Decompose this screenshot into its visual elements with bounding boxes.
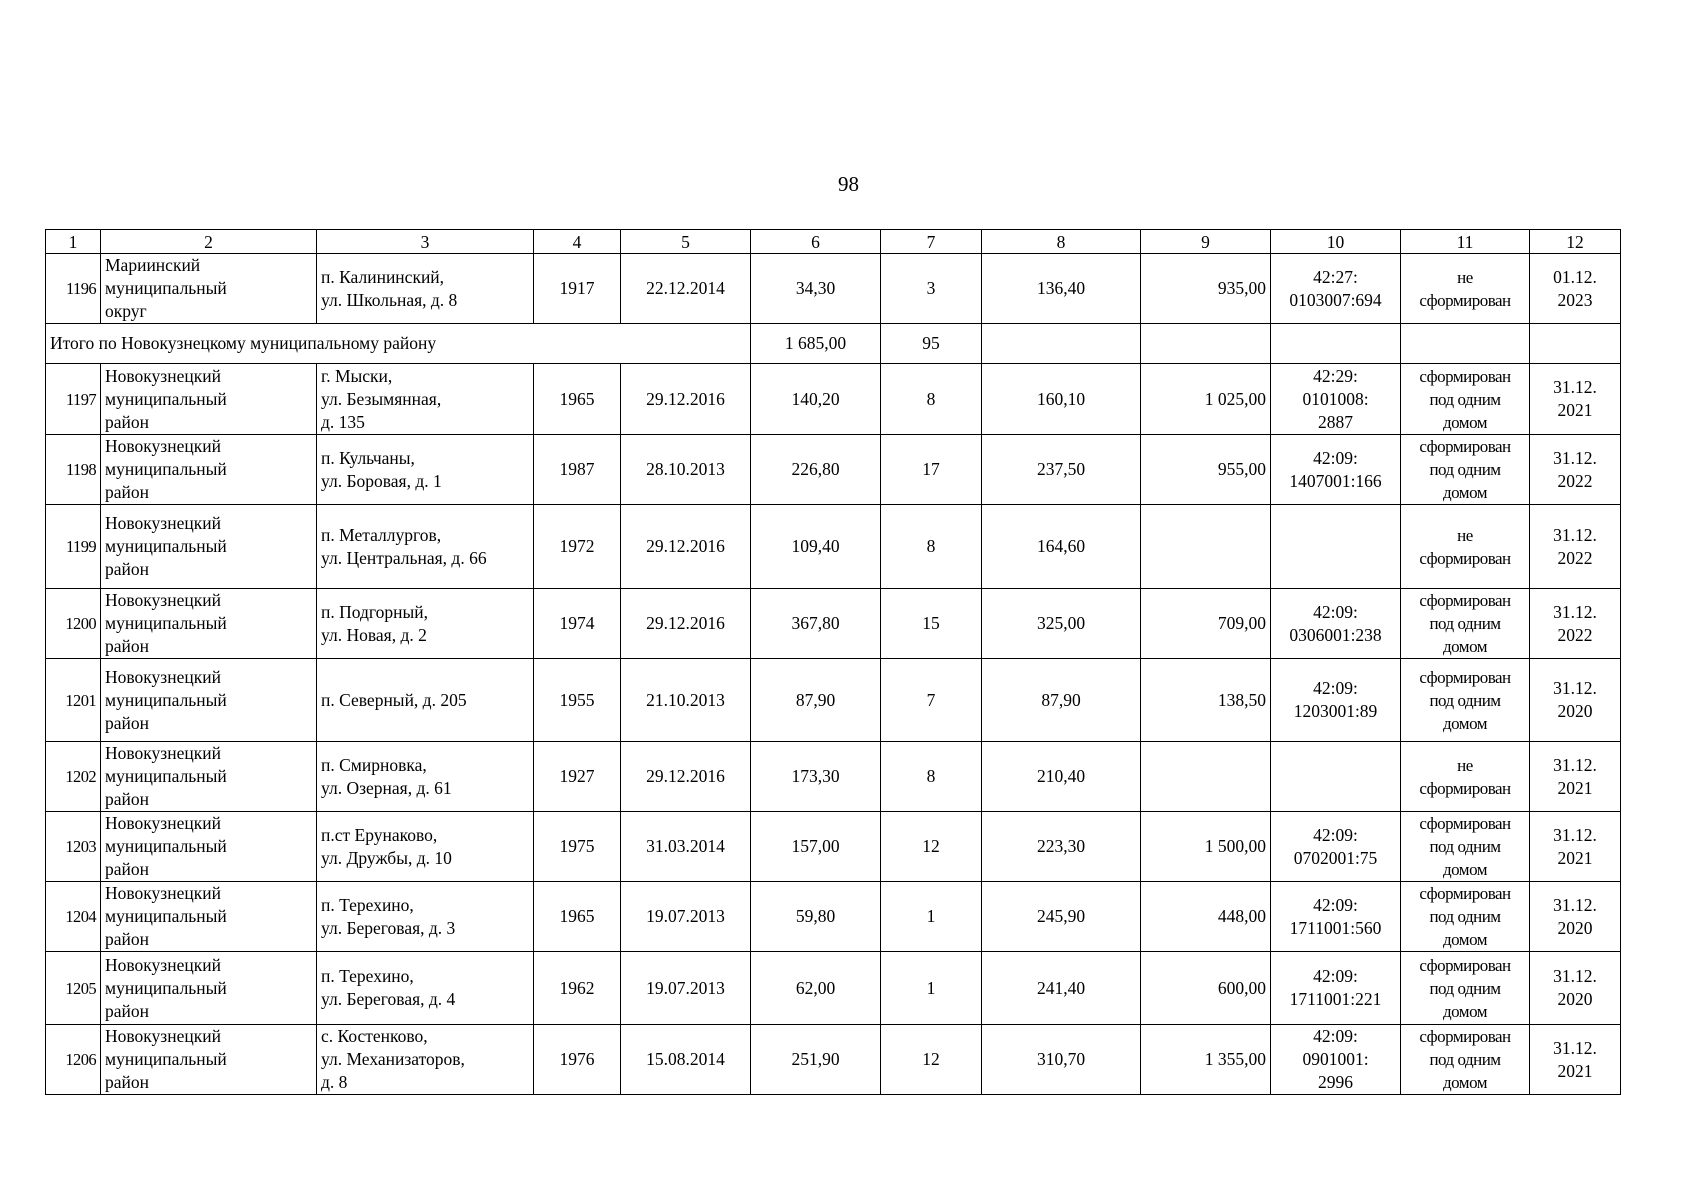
cadastral-number-cell <box>1271 505 1401 589</box>
column-number: 6 <box>751 230 881 254</box>
empty-cell <box>982 324 1141 364</box>
emergency-area-cell: 157,00 <box>751 812 881 882</box>
land-area-cell: 935,00 <box>1141 254 1271 324</box>
column-number: 4 <box>534 230 621 254</box>
cadastral-number-cell: 42:09: 1711001:560 <box>1271 882 1401 952</box>
total-area-cell: 136,40 <box>982 254 1141 324</box>
column-number: 11 <box>1401 230 1530 254</box>
cadastral-number-cell: 42:29: 0101008: 2887 <box>1271 364 1401 435</box>
deadline-cell: 31.12. 2022 <box>1530 435 1621 505</box>
date-cell: 29.12.2016 <box>621 505 751 589</box>
column-number-row <box>46 230 1621 254</box>
total-area-cell: 223,30 <box>982 812 1141 882</box>
year-cell: 1965 <box>534 364 621 435</box>
total-area-cell: 210,40 <box>982 742 1141 812</box>
total-area-cell: 160,10 <box>982 364 1141 435</box>
year-cell: 1917 <box>534 254 621 324</box>
year-cell: 1955 <box>534 659 621 742</box>
housing-registry-table <box>45 229 1621 1095</box>
residents-cell: 8 <box>881 505 982 589</box>
deadline-cell: 31.12. 2022 <box>1530 505 1621 589</box>
table-row <box>46 1025 1621 1095</box>
cadastral-number-cell: 42:09: 0901001: 2996 <box>1271 1025 1401 1095</box>
residents-cell: 8 <box>881 364 982 435</box>
residents-cell: 1 <box>881 882 982 952</box>
address-cell: п. Калининский, ул. Школьная, д. 8 <box>317 254 534 324</box>
municipality-cell: Новокузнецкий муниципальный район <box>101 952 317 1025</box>
land-area-cell: 1 025,00 <box>1141 364 1271 435</box>
row-number: 1199 <box>46 505 101 589</box>
residents-cell: 7 <box>881 659 982 742</box>
deadline-cell: 31.12. 2022 <box>1530 589 1621 659</box>
column-number: 5 <box>621 230 751 254</box>
row-number: 1206 <box>46 1025 101 1095</box>
emergency-area-cell: 62,00 <box>751 952 881 1025</box>
year-cell: 1987 <box>534 435 621 505</box>
total-row <box>46 324 1621 364</box>
municipality-cell: Новокузнецкий муниципальный район <box>101 364 317 435</box>
page-number: 98 <box>838 172 859 196</box>
land-area-cell <box>1141 742 1271 812</box>
row-number: 1202 <box>46 742 101 812</box>
date-cell: 31.03.2014 <box>621 812 751 882</box>
table-row <box>46 364 1621 435</box>
row-number: 1200 <box>46 589 101 659</box>
date-cell: 29.12.2016 <box>621 742 751 812</box>
column-number: 10 <box>1271 230 1401 254</box>
date-cell: 21.10.2013 <box>621 659 751 742</box>
deadline-cell: 31.12. 2020 <box>1530 659 1621 742</box>
land-status-cell: сформирован под одним домом <box>1401 364 1530 435</box>
row-number: 1198 <box>46 435 101 505</box>
cadastral-number-cell: 42:09: 0702001:75 <box>1271 812 1401 882</box>
municipality-cell: Новокузнецкий муниципальный район <box>101 589 317 659</box>
deadline-cell: 31.12. 2021 <box>1530 1025 1621 1095</box>
row-number: 1203 <box>46 812 101 882</box>
municipality-cell: Новокузнецкий муниципальный район <box>101 435 317 505</box>
table-row <box>46 589 1621 659</box>
land-status-cell: сформирован под одним домом <box>1401 435 1530 505</box>
total-label: Итого по Новокузнецкому муниципальному району <box>46 324 751 364</box>
deadline-cell: 31.12. 2021 <box>1530 812 1621 882</box>
empty-cell <box>1141 324 1271 364</box>
emergency-area-cell: 140,20 <box>751 364 881 435</box>
address-cell: п. Северный, д. 205 <box>317 659 534 742</box>
residents-cell: 8 <box>881 742 982 812</box>
address-cell: г. Мыски, ул. Безымянная, д. 135 <box>317 364 534 435</box>
address-cell: п.ст Ерунаково, ул. Дружбы, д. 10 <box>317 812 534 882</box>
residents-cell: 1 <box>881 952 982 1025</box>
total-area-cell: 325,00 <box>982 589 1141 659</box>
year-cell: 1974 <box>534 589 621 659</box>
land-area-cell: 1 500,00 <box>1141 812 1271 882</box>
column-number: 2 <box>101 230 317 254</box>
residents-cell: 12 <box>881 812 982 882</box>
total-area-cell: 164,60 <box>982 505 1141 589</box>
cadastral-number-cell: 42:27: 0103007:694 <box>1271 254 1401 324</box>
municipality-cell: Новокузнецкий муниципальный район <box>101 1025 317 1095</box>
year-cell: 1972 <box>534 505 621 589</box>
deadline-cell: 31.12. 2020 <box>1530 882 1621 952</box>
municipality-cell: Новокузнецкий муниципальный район <box>101 812 317 882</box>
deadline-cell: 31.12. 2020 <box>1530 952 1621 1025</box>
emergency-area-cell: 367,80 <box>751 589 881 659</box>
year-cell: 1975 <box>534 812 621 882</box>
year-cell: 1965 <box>534 882 621 952</box>
land-status-cell: сформирован под одним домом <box>1401 812 1530 882</box>
column-number: 8 <box>982 230 1141 254</box>
date-cell: 19.07.2013 <box>621 952 751 1025</box>
emergency-area-cell: 173,30 <box>751 742 881 812</box>
land-status-cell: сформирован под одним домом <box>1401 589 1530 659</box>
table-row <box>46 435 1621 505</box>
cadastral-number-cell <box>1271 742 1401 812</box>
row-number: 1204 <box>46 882 101 952</box>
address-cell: с. Костенково, ул. Механизаторов, д. 8 <box>317 1025 534 1095</box>
municipality-cell: Новокузнецкий муниципальный район <box>101 505 317 589</box>
cadastral-number-cell: 42:09: 1203001:89 <box>1271 659 1401 742</box>
total-residents: 95 <box>881 324 982 364</box>
address-cell: п. Терехино, ул. Береговая, д. 4 <box>317 952 534 1025</box>
row-number: 1196 <box>46 254 101 324</box>
address-cell: п. Металлургов, ул. Центральная, д. 66 <box>317 505 534 589</box>
land-status-cell: сформирован под одним домом <box>1401 952 1530 1025</box>
residents-cell: 17 <box>881 435 982 505</box>
table-row <box>46 254 1621 324</box>
land-status-cell: не сформирован <box>1401 505 1530 589</box>
column-number: 1 <box>46 230 101 254</box>
emergency-area-cell: 226,80 <box>751 435 881 505</box>
land-status-cell: сформирован под одним домом <box>1401 659 1530 742</box>
deadline-cell: 31.12. 2021 <box>1530 364 1621 435</box>
land-area-cell: 955,00 <box>1141 435 1271 505</box>
column-number: 12 <box>1530 230 1621 254</box>
table-row <box>46 952 1621 1025</box>
emergency-area-cell: 109,40 <box>751 505 881 589</box>
total-area-cell: 310,70 <box>982 1025 1141 1095</box>
date-cell: 29.12.2016 <box>621 589 751 659</box>
deadline-cell: 01.12. 2023 <box>1530 254 1621 324</box>
date-cell: 28.10.2013 <box>621 435 751 505</box>
table-row <box>46 742 1621 812</box>
empty-cell <box>1401 324 1530 364</box>
emergency-area-cell: 87,90 <box>751 659 881 742</box>
municipality-cell: Мариинский муниципальный округ <box>101 254 317 324</box>
empty-cell <box>1530 324 1621 364</box>
land-status-cell: не сформирован <box>1401 742 1530 812</box>
date-cell: 19.07.2013 <box>621 882 751 952</box>
table-row <box>46 659 1621 742</box>
total-area-cell: 241,40 <box>982 952 1141 1025</box>
cadastral-number-cell: 42:09: 1407001:166 <box>1271 435 1401 505</box>
column-number: 7 <box>881 230 982 254</box>
table-row <box>46 882 1621 952</box>
year-cell: 1976 <box>534 1025 621 1095</box>
cadastral-number-cell: 42:09: 0306001:238 <box>1271 589 1401 659</box>
row-number: 1197 <box>46 364 101 435</box>
table-row <box>46 812 1621 882</box>
land-area-cell: 600,00 <box>1141 952 1271 1025</box>
column-number: 3 <box>317 230 534 254</box>
municipality-cell: Новокузнецкий муниципальный район <box>101 659 317 742</box>
land-area-cell: 448,00 <box>1141 882 1271 952</box>
land-area-cell: 138,50 <box>1141 659 1271 742</box>
address-cell: п. Подгорный, ул. Новая, д. 2 <box>317 589 534 659</box>
land-area-cell: 709,00 <box>1141 589 1271 659</box>
year-cell: 1927 <box>534 742 621 812</box>
total-area-cell: 237,50 <box>982 435 1141 505</box>
municipality-cell: Новокузнецкий муниципальный район <box>101 742 317 812</box>
emergency-area-cell: 59,80 <box>751 882 881 952</box>
total-area: 1 685,00 <box>751 324 881 364</box>
emergency-area-cell: 251,90 <box>751 1025 881 1095</box>
date-cell: 15.08.2014 <box>621 1025 751 1095</box>
empty-cell <box>1271 324 1401 364</box>
total-area-cell: 245,90 <box>982 882 1141 952</box>
emergency-area-cell: 34,30 <box>751 254 881 324</box>
land-area-cell: 1 355,00 <box>1141 1025 1271 1095</box>
total-area-cell: 87,90 <box>982 659 1141 742</box>
address-cell: п. Терехино, ул. Береговая, д. 3 <box>317 882 534 952</box>
land-status-cell: не сформирован <box>1401 254 1530 324</box>
date-cell: 29.12.2016 <box>621 364 751 435</box>
table-row <box>46 505 1621 589</box>
address-cell: п. Смирновка, ул. Озерная, д. 61 <box>317 742 534 812</box>
row-number: 1205 <box>46 952 101 1025</box>
row-number: 1201 <box>46 659 101 742</box>
land-status-cell: сформирован под одним домом <box>1401 882 1530 952</box>
municipality-cell: Новокузнецкий муниципальный район <box>101 882 317 952</box>
land-area-cell <box>1141 505 1271 589</box>
year-cell: 1962 <box>534 952 621 1025</box>
residents-cell: 15 <box>881 589 982 659</box>
address-cell: п. Кульчаны, ул. Боровая, д. 1 <box>317 435 534 505</box>
column-number: 9 <box>1141 230 1271 254</box>
deadline-cell: 31.12. 2021 <box>1530 742 1621 812</box>
date-cell: 22.12.2014 <box>621 254 751 324</box>
cadastral-number-cell: 42:09: 1711001:221 <box>1271 952 1401 1025</box>
residents-cell: 3 <box>881 254 982 324</box>
residents-cell: 12 <box>881 1025 982 1095</box>
land-status-cell: сформирован под одним домом <box>1401 1025 1530 1095</box>
